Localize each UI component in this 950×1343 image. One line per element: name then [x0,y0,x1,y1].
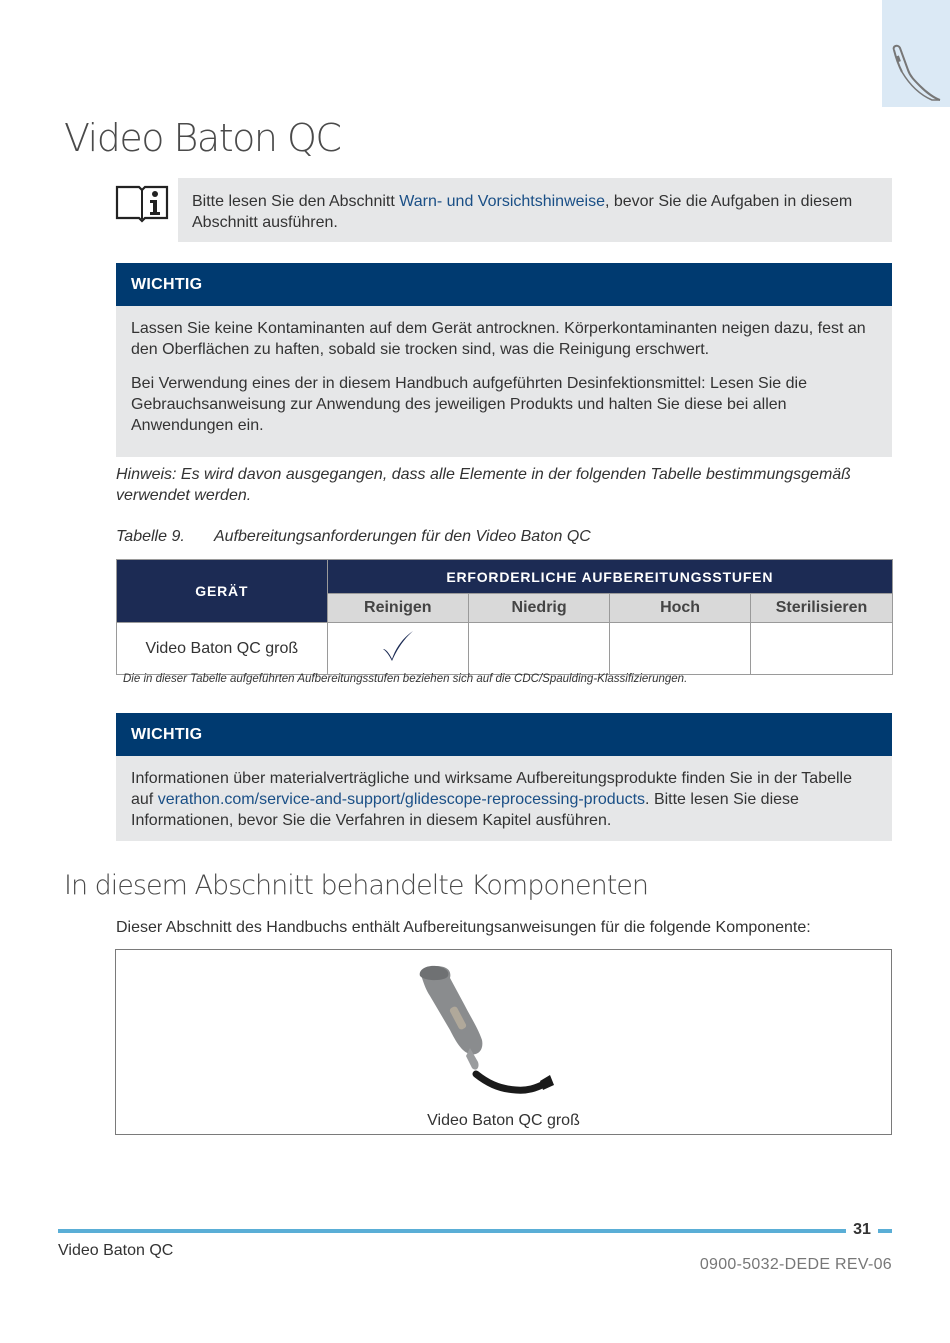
footer-rule-end [878,1229,892,1233]
manual-info-icon [115,183,169,223]
notice-text-before: Bitte lesen Sie den Abschnitt [192,193,400,210]
table-footnote: Die in dieser Tabelle aufgeführten Aufbereitungsstufen beziehen sich auf die CDC/Spaulding-Klassifizierungen. [123,673,688,685]
reprocessing-table [116,559,893,675]
check-cell-hoch [610,623,751,675]
important-paragraph: Bei Verwendung eines der in diesem Handbuch aufgeführten Desinfektionsmittel: Lesen Sie die Gebrauchsanweisung zur Anwendung des jeweiligen Produkts und halten Sie diese bei allen Anwendungen ein. [131,375,807,434]
important-notice-drying [116,263,892,457]
device-cell: Video Baton QC groß [117,623,328,675]
device-column-header: GERÄT [117,560,328,623]
level-header-sterilisieren: Sterilisieren [751,594,893,623]
important-body [116,306,892,457]
check-cell-sterilisieren [751,623,893,675]
check-cell-niedrig [469,623,610,675]
component-figure [115,949,892,1135]
figure-caption: Video Baton QC groß [427,1112,580,1129]
level-header-niedrig: Niedrig [469,594,610,623]
levels-group-header: ERFORDERLICHE AUFBEREITUNGSSTUFEN [327,560,892,594]
important-notice-products [116,713,892,841]
level-header-reinigen: Reinigen [327,594,468,623]
baton-icon [888,42,942,106]
table-row [117,623,893,675]
checkmark-icon [380,629,416,663]
table-caption-title: Aufbereitungsanforderungen für den Video Baton QC [214,528,591,545]
check-cell-reinigen [327,623,468,675]
important-body [116,756,892,841]
corner-tab [882,0,950,107]
warnings-link[interactable]: Warn- und Vorsichtshinweise [399,193,605,210]
usage-note: Hinweis: Es wird davon ausgegangen, dass alle Elemente in der folgenden Tabelle bestimmungsgemäß verwendet werden. [116,466,851,504]
table-caption [116,528,591,546]
video-baton-image [416,964,606,1104]
important-heading: WICHTIG [116,713,892,756]
important-paragraph: Lassen Sie keine Kontaminanten auf dem Gerät antrocknen. Körperkontaminanten neigen dazu, fest an den Oberflächen zu haften, sobald sie trocken sind, was die Reinigung erschwert. [131,320,866,358]
section-intro: Dieser Abschnitt des Handbuchs enthält Aufbereitungsanweisungen für die folgende Komponente: [116,919,811,936]
important-text-after: . Bitte lesen Sie diese Informationen, bevor Sie die Verfahren in diesem Kapitel ausführen. [131,791,799,829]
footer-rule [58,1229,846,1233]
footer-document-id: 0900-5032-DEDE REV-06 [699,1256,892,1273]
read-warnings-notice [178,178,892,242]
important-paragraph [131,768,877,831]
level-header-hoch: Hoch [610,594,751,623]
page-title: Video Baton QC [64,116,341,160]
page-number: 31 [853,1221,871,1238]
section-title: In diesem Abschnitt behandelte Komponenten [64,870,649,901]
footer-product-name: Video Baton QC [58,1242,174,1259]
table-caption-number: Tabelle 9. [116,528,185,545]
important-heading: WICHTIG [116,263,892,306]
reprocessing-products-link[interactable]: verathon.com/service-and-support/glidescope-reprocessing-products [157,791,646,808]
notice-text-after: , bevor Sie die Aufgaben in diesem Abschnitt ausführen. [192,193,853,231]
important-text-before: Informationen über materialverträgliche und wirksame Aufbereitungsprodukte finden Sie in der Tabelle auf [131,770,853,808]
